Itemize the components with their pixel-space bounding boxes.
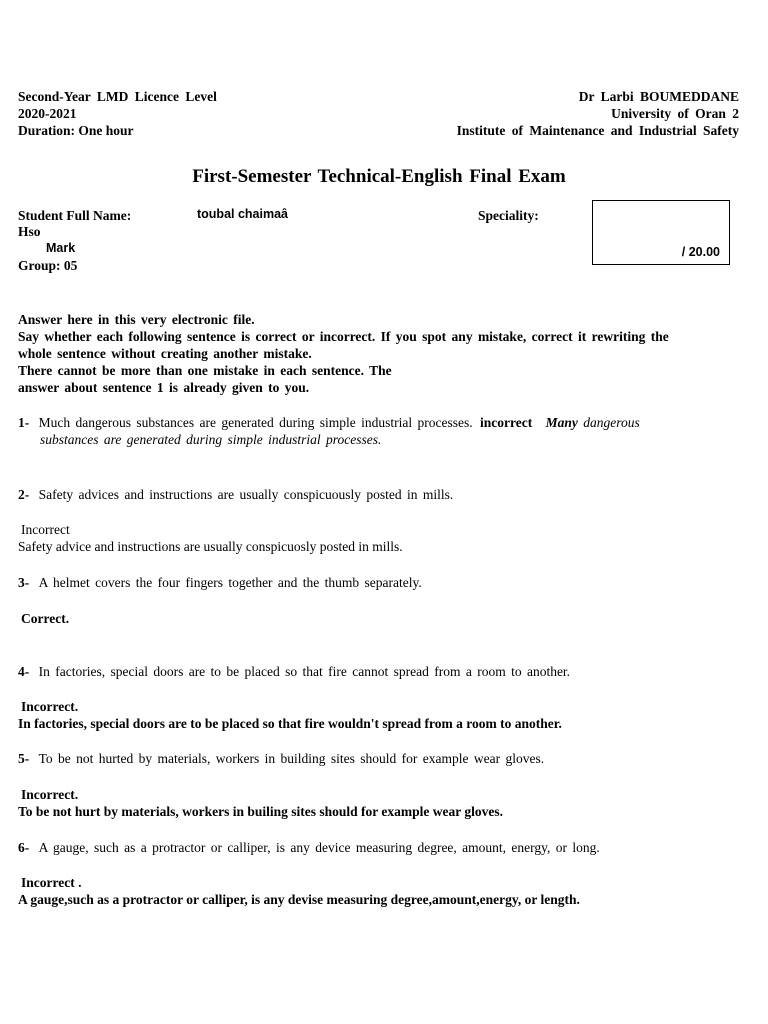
question-6 <box>18 840 600 856</box>
question-number: 4- <box>18 664 30 679</box>
mark-value: / 20.00 <box>681 245 720 259</box>
correction-text-cont: substances are generated during simple industrial processes. <box>40 432 382 447</box>
duration-line: Duration: One hour <box>18 123 134 138</box>
mark-box <box>592 200 730 265</box>
question-4 <box>18 664 570 680</box>
question-3 <box>18 575 422 591</box>
answer-verdict: Incorrect <box>21 522 70 537</box>
answer-correction: In factories, special doors are to be placed so that fire wouldn't spread from a room to another. <box>18 716 562 731</box>
question-5 <box>18 751 544 767</box>
answer-verdict: Incorrect. <box>21 699 79 714</box>
instruction-line: There cannot be more than one mistake in each sentence. The <box>18 363 392 378</box>
question-number: 2- <box>18 487 30 502</box>
question-text: Much dangerous substances are generated during simple industrial processes. <box>38 415 473 430</box>
question-2 <box>18 487 453 503</box>
question-number: 5- <box>18 751 30 766</box>
question-number: 1- <box>18 415 30 430</box>
teacher-name: Dr Larbi BOUMEDDANE <box>578 89 739 104</box>
answer-verdict: Correct. <box>21 611 70 626</box>
question-number: 6- <box>18 840 30 855</box>
speciality-label: Speciality: <box>478 208 539 223</box>
group-label: Group: 05 <box>18 258 78 273</box>
instruction-line: answer about sentence 1 is already given to you. <box>18 380 310 395</box>
answer-verdict: incorrect <box>480 415 533 430</box>
instruction-line: whole sentence without creating another mistake. <box>18 346 312 361</box>
institute-name: Institute of Maintenance and Industrial Safety <box>456 123 739 138</box>
question-number: 3- <box>18 575 30 590</box>
question-text: A helmet covers the four fingers together and the thumb separately. <box>38 575 422 590</box>
exam-title: First-Semester Technical-English Final Exam <box>192 166 566 187</box>
question-text: Safety advices and instructions are usually conspicuously posted in mills. <box>38 487 454 502</box>
answer-correction: Safety advice and instructions are usually conspicuosly posted in mills. <box>18 539 403 554</box>
answer-verdict: Incorrect . <box>21 875 82 890</box>
question-text: To be not hurted by materials, workers in building sites should for example wear gloves. <box>38 751 545 766</box>
speciality-value: Hso <box>18 224 41 239</box>
header-right <box>457 88 739 139</box>
correction-text: dangerous <box>577 415 640 430</box>
mark-label: Mark <box>46 241 76 255</box>
correction-emphasis: Many <box>545 415 578 430</box>
instructions <box>18 311 669 396</box>
student-name-value: toubal chaimaâ <box>197 207 288 221</box>
university-name: University of Oran 2 <box>611 106 739 121</box>
header-left <box>18 88 217 139</box>
instruction-line: Answer here in this very electronic file. <box>18 312 255 327</box>
question-text: A gauge, such as a protractor or calliper, is any device measuring degree, amount, energy, or long. <box>38 840 600 855</box>
answer-correction: To be not hurt by materials, workers in builing sites should for example wear gloves. <box>18 804 504 819</box>
instruction-line: Say whether each following sentence is correct or incorrect. If you spot any mistake, correct it rewriting the <box>18 329 669 344</box>
student-name-label: Student Full Name: <box>18 208 132 223</box>
question-text: In factories, special doors are to be placed so that fire cannot spread from a room to another. <box>38 664 571 679</box>
answer-verdict: Incorrect. <box>21 787 79 802</box>
answer-correction: A gauge,such as a protractor or calliper, is any devise measuring degree,amount,energy, or length. <box>18 892 580 907</box>
year-line: 2020-2021 <box>18 106 77 121</box>
level-line: Second-Year LMD Licence Level <box>18 89 217 104</box>
question-1 <box>18 415 640 431</box>
